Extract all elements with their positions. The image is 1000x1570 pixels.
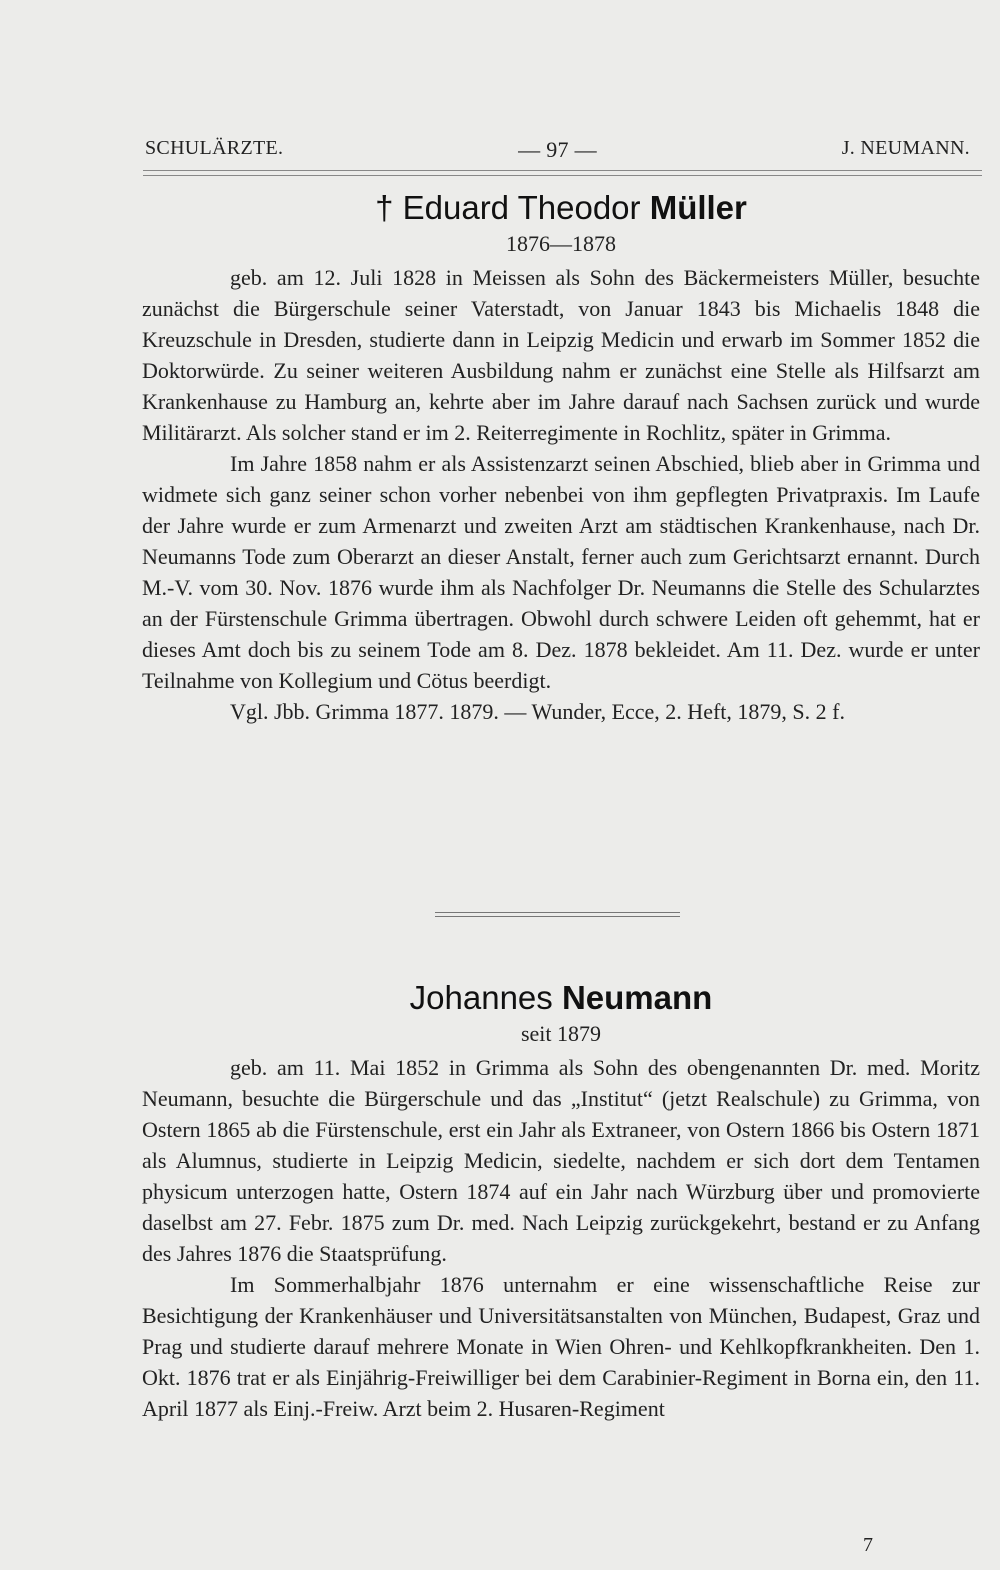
paragraph: Im Jahre 1858 nahm er als Assistenzarzt seinen Abschied, blieb aber in Grimma und widmete sich ganz seiner schon vorher nebenbei von ihm gepflegten Privatpraxis. Im Laufe der Jahre wurde er zum Armenarzt und zweiten Arzt am städtischen Krankenhause, nach Dr. Neumanns Tode zum Oberarzt an dieser Anstalt, ferner auch zum Gerichtsarzt ernannt. Durch M.-V. vom 30. Nov. 1876 wurde ihm als Nachfolger Dr. Neumanns die Stelle des Schularztes an der Fürstenschule Grimma übertragen. Obwohl durch schwere Leiden oft gehemmt, hat er dieses Amt doch bis zu seinem Tode am 8. Dez. 1878 bekleidet. Am 11. Dez. wurde er unter Teilnahme von Kollegium und Cötus beerdigt.	[142, 451, 980, 693]
given-names: Johannes	[409, 979, 553, 1016]
surname: Müller	[649, 189, 747, 226]
paragraph: Im Sommerhalbjahr 1876 unternahm er eine wissenschaftliche Reise zur Besichtigung der Krankenhäuser und Universitätsanstalten von München, Budapest, Graz und Prag und studierte darauf mehrere Monate in Wien Ohren- und Kehlkopfkrankheiten. Den 1. Okt. 1876 trat er als Einjährig-Freiwilliger bei dem Carabinier-Regiment in Borna ein, den 11. April 1877 als Einj.-Freiw. Arzt beim 2. Husaren-Regiment	[142, 1272, 980, 1421]
surname: Neumann	[561, 979, 713, 1016]
section-separator	[435, 912, 680, 917]
header-right: J. NEUMANN.	[841, 137, 970, 159]
entry-mueller	[142, 188, 980, 727]
given-names: Eduard Theodor	[402, 189, 641, 226]
entry-title	[142, 978, 980, 1018]
paragraph: geb. am 12. Juli 1828 in Meissen als Sohn des Bäckermeisters Müller, besuchte zunächst die Bürgerschule seiner Vaterstadt, von Januar 1843 bis Michaelis 1848 die Kreuzschule in Dresden, studierte dann in Leipzig Medicin und erwarb im Sommer 1852 die Doktorwürde. Zu seiner weiteren Ausbildung nahm er zunächst eine Stelle als Hilfsarzt am Krankenhause zu Hamburg an, kehrte aber im Jahre darauf nach Sachsen zurück und wurde Militärarzt. Als solcher stand er im 2. Reiterregimente in Rochlitz, später in Grimma.	[142, 265, 980, 445]
cross-symbol: †	[375, 189, 394, 226]
paragraph: geb. am 11. Mai 1852 in Grimma als Sohn des obengenannten Dr. med. Moritz Neumann, besuchte die Bürgerschule und das „Institut“ (jetzt Realschule) zu Grimma, von Ostern 1865 ab die Fürstenschule, erst ein Jahr als Extraneer, von Ostern 1866 bis Ostern 1871 als Alumnus, studierte in Leipzig Medicin, siedelte, nachdem er sich dort dem Tentamen physicum unterzogen hatte, Ostern 1874 auf ein Jahr nach Würzburg über und promovierte daselbst am 27. Febr. 1875 zum Dr. med. Nach Leipzig zurückgekehrt, bestand er zu Anfang des Jahres 1876 die Staatsprüfung.	[142, 1055, 980, 1266]
entry-years: seit 1879	[520, 1021, 602, 1046]
signature-mark: 7	[863, 1534, 873, 1556]
entry-years: 1876—1878	[506, 231, 616, 256]
paragraph: Vgl. Jbb. Grimma 1877. 1879. — Wunder, Ecce, 2. Heft, 1879, S. 2 f.	[230, 699, 845, 724]
entry-title	[142, 188, 980, 228]
entry-body	[142, 1052, 980, 1424]
entry-neumann	[142, 978, 980, 1424]
header-left: SCHULÄRZTE.	[145, 137, 284, 159]
header-rule	[143, 170, 982, 176]
running-header	[145, 137, 970, 167]
page-number: — 97 —	[518, 137, 597, 162]
entry-body	[142, 262, 980, 727]
